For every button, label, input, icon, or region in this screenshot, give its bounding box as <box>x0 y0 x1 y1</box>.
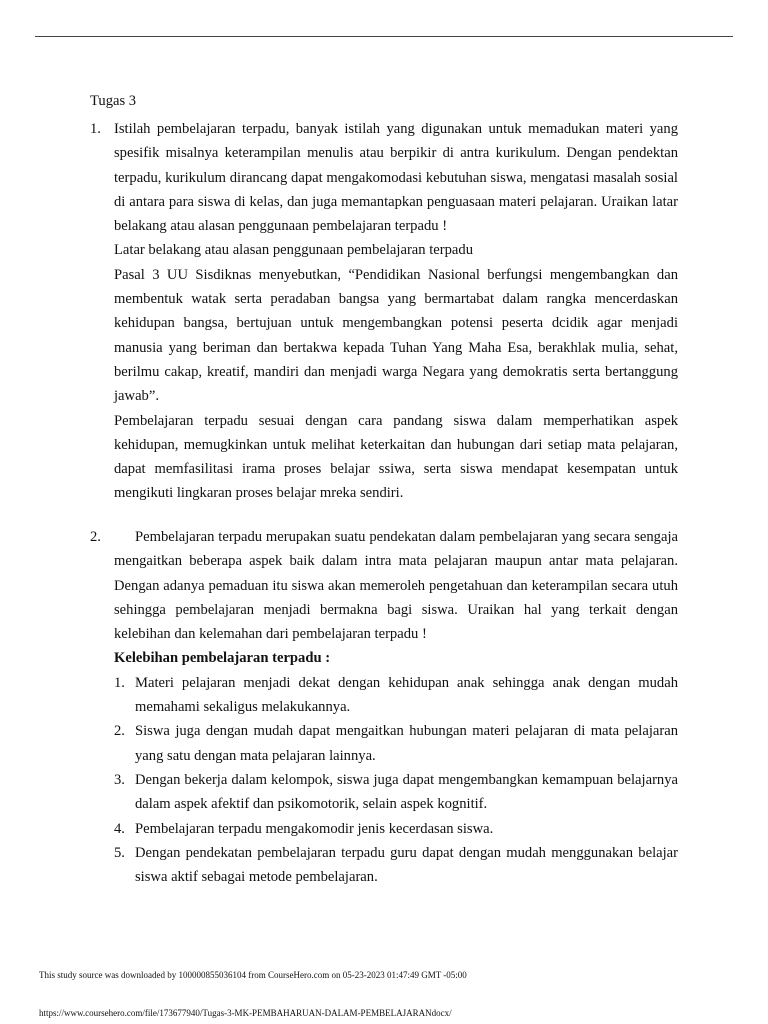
list-item-number: 4. <box>114 820 125 837</box>
list-item <box>114 768 678 817</box>
question-1-number: 1. <box>90 121 101 137</box>
document-title: Tugas 3 <box>90 93 137 109</box>
question-1-text: Istilah pembelajaran terpadu, banyak istilah yang digunakan untuk memadukan materi yang spesifik misalnya keterampilan menulis atau berpikir di antra kurikulum. Dengan pendektan terpadu, kurikulum dirancang dapat mengakomodasi kebutuhan siswa, mengatasi masalah sosial di antara para siswa di kelas, dan juga memantapkan penguasaan materi pelajaran. Uraikan latar belakang atau alasan penggunaan pembelajaran terpadu ! <box>114 121 678 235</box>
list-item-number: 3. <box>114 771 125 788</box>
list-item-text: Materi pelajaran menjadi dekat dengan kehidupan anak sehingga anak dengan mudah memahami sekaligus melakukannya. <box>135 674 678 716</box>
list-item-number: 2. <box>114 723 125 740</box>
list-item <box>114 817 678 841</box>
list-item-text: Dengan pendekatan pembelajaran terpadu guru dapat dengan mudah menggunakan belajar siswa aktif sebagai metode pembelajaran. <box>135 844 678 886</box>
question-2 <box>90 525 678 889</box>
download-source-note: This study source was downloaded by 100000855036104 from CourseHero.com on 05-23-2023 01:47:49 GMT -05:00 <box>39 970 467 980</box>
list-item <box>114 841 678 890</box>
answer-1-paragraph-2: Pembelajaran terpadu sesuai dengan cara pandang siswa dalam memperhatikan aspek kehidupan, memugkinkan untuk melihat keterkaitan dan hubungan dari setiap mata pelajaran, dapat memfasilitasi irama proses belajar ssiwa, serta siswa mendapat kesempatan untuk mengikuti lingkaran proses belajar mreka sendiri. <box>114 412 678 502</box>
header-rule <box>35 36 733 37</box>
list-item <box>114 671 678 720</box>
question-2-number: 2. <box>90 529 101 545</box>
list-item-text: Dengan bekerja dalam kelompok, siswa juga dapat mengembangkan kemampuan belajarnya dalam aspek afektif dan psikomotorik, selain aspek kognitif. <box>135 771 678 813</box>
answer-1-subheading: Latar belakang atau alasan penggunaan pembelajaran terpadu <box>114 242 473 259</box>
answer-1-paragraph-1: Pasal 3 UU Sisdiknas menyebutkan, “Pendidikan Nasional berfungsi mengembangkan dan membentuk watak serta peradaban bangsa yang bermartabat dalam rangka mencerdaskan kehidupan bangsa, bertujuan untuk mengembangkan potensi peserta dcidik agar menjadi manusia yang beriman dan bertakwa kepada Tuhan Yang Maha Esa, berakhlak mulia, sehat, berilmu cakap, kreatif, mandiri dan menjadi warga Negara yang demokratis serta bertanggung jawab”. <box>114 266 678 405</box>
source-url-link[interactable]: https://www.coursehero.com/file/173677940/Tugas-3-MK-PEMBAHARUAN-DALAM-PEMBELAJARANdocx/ <box>39 1008 452 1018</box>
question-2-row <box>90 525 678 889</box>
question-1-row <box>90 117 678 506</box>
list-item-text: Pembelajaran terpadu mengakomodir jenis kecerdasan siswa. <box>135 820 494 837</box>
list-item-number: 5. <box>114 844 125 861</box>
list-item-text: Siswa juga dengan mudah dapat mengaitkan hubungan materi pelajaran di mata pelajaran yang satu dengan mata pelajaran lainnya. <box>135 723 678 764</box>
question-1 <box>90 117 678 506</box>
list-item-number: 1. <box>114 674 125 691</box>
question-2-text: Pembelajaran terpadu merupakan suatu pendekatan dalam pembelajaran yang secara sengaja mengaitkan beberapa aspek baik dalam intra mata pelajaran maupun antar mata pelajaran. Dengan adanya pemaduan itu siswa akan memeroleh pengetahuan dan keterampilan secara utuh sehingga pembelajaran menjadi bermakna bagi siswa. Uraikan hal yang terkait dengan kelebihan dan kelemahan dari pembelajaran terpadu ! <box>114 529 678 643</box>
list-item <box>114 719 678 768</box>
advantages-heading: Kelebihan pembelajaran terpadu : <box>114 650 331 667</box>
